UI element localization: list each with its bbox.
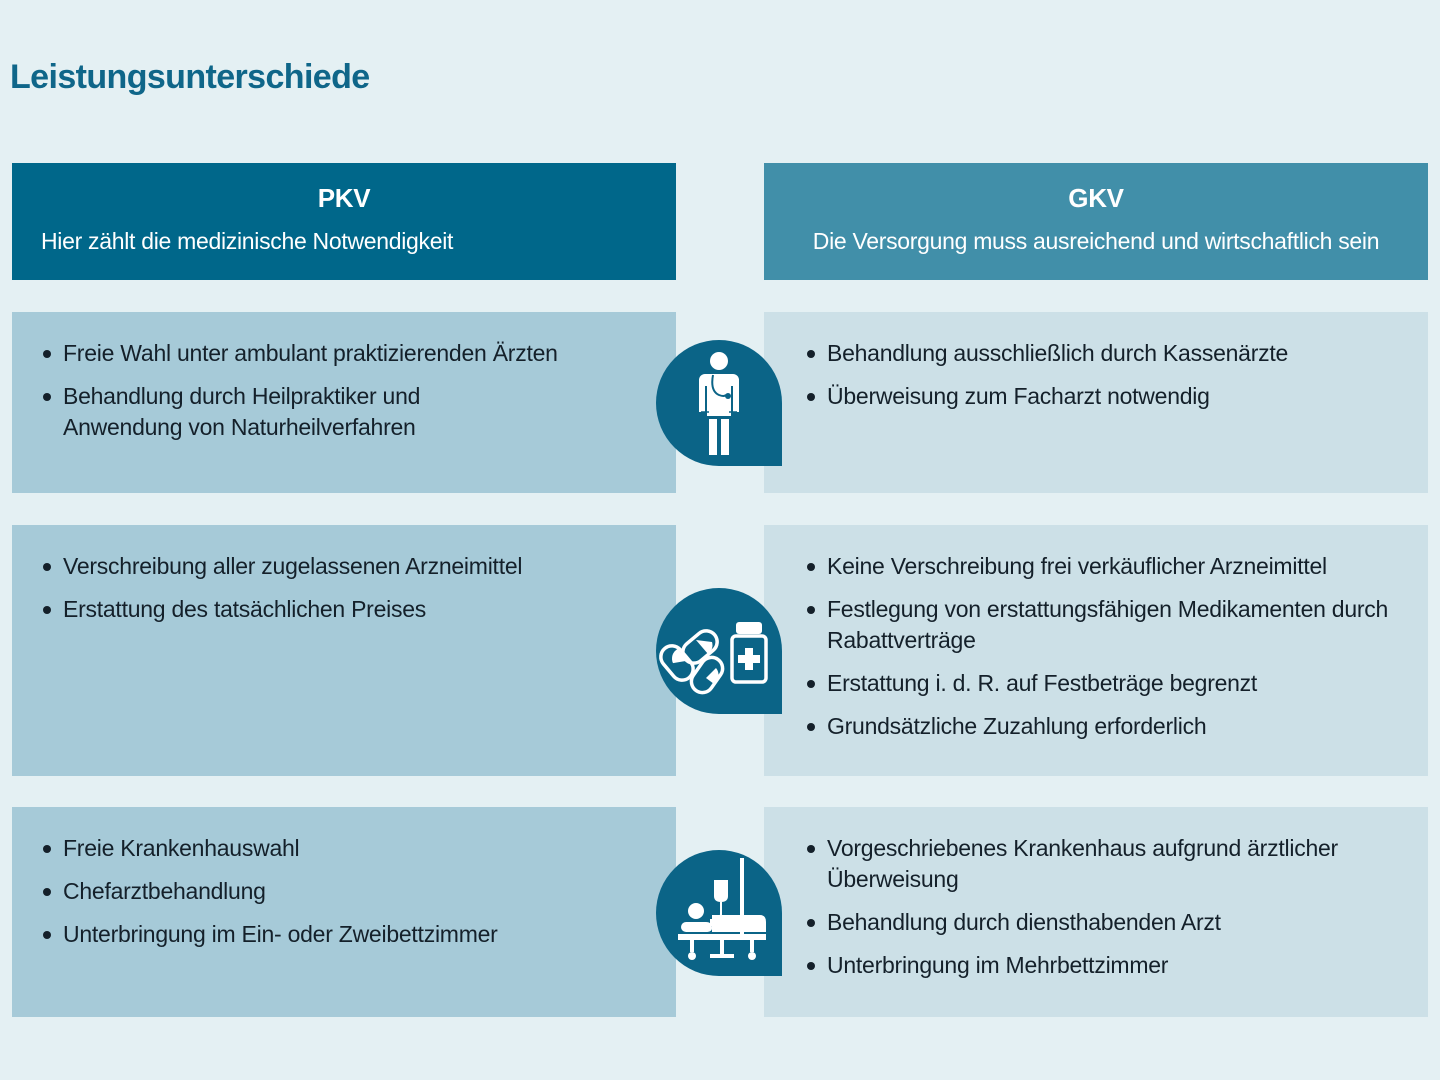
list-item: Unterbringung im Ein- oder Zweibettzimmer bbox=[42, 919, 656, 950]
list-item: Verschreibung aller zugelassenen Arzneimittel bbox=[42, 551, 656, 582]
pkv-hospital-list bbox=[42, 833, 656, 950]
gkv-outpatient-box bbox=[764, 312, 1428, 493]
gkv-outpatient-list bbox=[806, 338, 1408, 412]
list-item: Chefarztbehandlung bbox=[42, 876, 656, 907]
list-item: Unterbringung im Mehrbettzimmer bbox=[806, 950, 1408, 981]
list-item: Behandlung ausschließlich durch Kassenärzte bbox=[806, 338, 1408, 369]
gkv-header bbox=[764, 163, 1428, 280]
gkv-title: GKV bbox=[1068, 183, 1124, 213]
pkv-outpatient-box bbox=[12, 312, 676, 493]
list-item: Grundsätzliche Zuzahlung erforderlich bbox=[806, 711, 1408, 742]
hospital-bed-icon-badge bbox=[656, 850, 782, 976]
medication-icon bbox=[656, 588, 782, 714]
list-item: Freie Krankenhauswahl bbox=[42, 833, 656, 864]
doctor-icon bbox=[656, 340, 782, 466]
pkv-header bbox=[12, 163, 676, 280]
list-item: Festlegung von erstattungsfähigen Medikamenten durch Rabattverträge bbox=[806, 594, 1397, 656]
list-item: Erstattung i. d. R. auf Festbeträge begrenzt bbox=[806, 668, 1408, 699]
gkv-hospital-list bbox=[806, 833, 1408, 981]
list-item: Keine Verschreibung frei verkäuflicher Arzneimittel bbox=[806, 551, 1408, 582]
gkv-subtitle: Die Versorgung muss ausreichend und wirtschaftlich sein bbox=[812, 228, 1380, 254]
gkv-medication-list bbox=[806, 551, 1408, 742]
gkv-medication-box bbox=[764, 525, 1428, 776]
pkv-outpatient-list bbox=[42, 338, 656, 443]
list-item: Erstattung des tatsächlichen Preises bbox=[42, 594, 656, 625]
pkv-medication-box bbox=[12, 525, 676, 776]
list-item: Überweisung zum Facharzt notwendig bbox=[806, 381, 1408, 412]
hospital-bed-icon bbox=[656, 850, 782, 976]
pkv-hospital-box bbox=[12, 807, 676, 1017]
medication-icon-badge bbox=[656, 588, 782, 714]
pkv-medication-list bbox=[42, 551, 656, 625]
list-item: Behandlung durch Heilpraktiker und Anwendung von Naturheilverfahren bbox=[42, 381, 503, 443]
pkv-title: PKV bbox=[317, 183, 371, 213]
list-item: Vorgeschriebenes Krankenhaus aufgrund ärztlicher Überweisung bbox=[806, 833, 1407, 895]
gkv-hospital-box bbox=[764, 807, 1428, 1017]
list-item: Behandlung durch diensthabenden Arzt bbox=[806, 907, 1408, 938]
list-item: Freie Wahl unter ambulant praktizierenden Ärzten bbox=[42, 338, 656, 369]
pkv-subtitle: Hier zählt die medizinische Notwendigkeit bbox=[41, 228, 454, 254]
page-title: Leistungsunterschiede bbox=[10, 58, 370, 96]
doctor-icon-badge bbox=[656, 340, 782, 466]
